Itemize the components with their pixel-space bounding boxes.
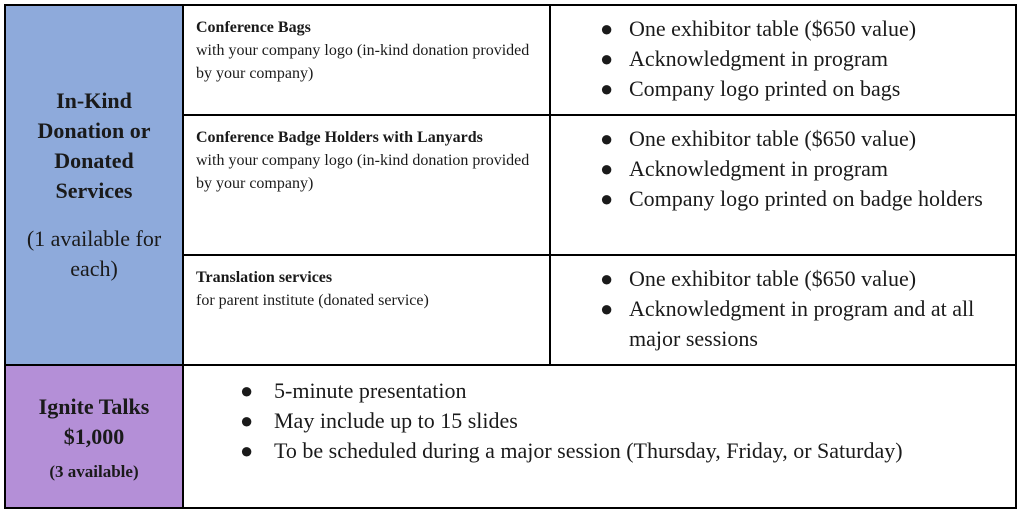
bullet-icon: ● xyxy=(600,266,614,291)
ignite-title-line: Ignite Talks xyxy=(38,393,150,419)
item-cell-badge-holders xyxy=(182,114,551,256)
bullet-icon: ● xyxy=(600,126,614,151)
inkind-title-line: In-Kind xyxy=(56,88,132,113)
benefit-item xyxy=(198,436,1005,466)
item-cell-translation xyxy=(182,254,551,366)
bullet-icon: ● xyxy=(600,296,614,321)
bullet-icon: ● xyxy=(240,378,254,403)
item-description: for parent institute (donated service) xyxy=(196,292,429,309)
inkind-availability xyxy=(27,224,161,284)
benefit-item xyxy=(561,14,1005,44)
ignite-availability: (3 available) xyxy=(49,461,139,481)
benefit-text: Acknowledgment in program xyxy=(629,156,889,181)
ignite-category-title xyxy=(39,392,150,452)
benefit-text: Acknowledgment in program and at all major sessions xyxy=(629,296,975,351)
benefits-cell-badge-holders xyxy=(549,114,1017,256)
benefit-text: Acknowledgment in program xyxy=(629,46,889,71)
benefit-item xyxy=(561,124,1005,154)
benefit-item xyxy=(561,154,1005,184)
item-title: Conference Badge Holders with Lanyards xyxy=(196,129,483,146)
benefit-item xyxy=(561,74,1005,104)
benefit-text: One exhibitor table ($650 value) xyxy=(629,126,917,151)
benefits-list xyxy=(561,264,1005,354)
inkind-availability-line: (1 available for xyxy=(26,226,162,251)
benefit-text: Company logo printed on bags xyxy=(629,76,901,101)
inkind-category-title xyxy=(37,86,150,206)
inkind-category-cell xyxy=(4,4,184,366)
item-title: Conference Bags xyxy=(196,19,311,36)
benefits-list xyxy=(561,124,1005,214)
item-description: with your company logo (in-kind donation provided by your company) xyxy=(196,42,530,82)
benefit-item xyxy=(561,44,1005,74)
benefit-item xyxy=(561,264,1005,294)
benefit-item xyxy=(561,294,1005,354)
inkind-title-line: Donated xyxy=(54,148,134,173)
bullet-icon: ● xyxy=(600,46,614,71)
inkind-title-line: Donation or xyxy=(37,118,151,143)
benefit-text: One exhibitor table ($650 value) xyxy=(629,266,917,291)
bullet-icon: ● xyxy=(600,156,614,181)
item-title: Translation services xyxy=(196,269,333,286)
sponsorship-table xyxy=(4,4,1017,509)
bullet-icon: ● xyxy=(240,438,254,463)
inkind-availability-line: each) xyxy=(70,256,118,281)
item-description: with your company logo (in-kind donation provided by your company) xyxy=(196,152,530,192)
benefit-text: One exhibitor table ($650 value) xyxy=(629,16,917,41)
benefit-text: May include up to 15 slides xyxy=(274,408,518,433)
benefits-cell-translation xyxy=(549,254,1017,366)
inkind-title-line: Services xyxy=(55,178,133,203)
benefit-item xyxy=(561,184,1005,214)
item-cell-conference-bags xyxy=(182,4,551,116)
bullet-icon: ● xyxy=(600,16,614,41)
ignite-benefits-cell xyxy=(182,364,1017,509)
bullet-icon: ● xyxy=(600,76,614,101)
benefits-cell-conference-bags xyxy=(549,4,1017,116)
benefits-list xyxy=(561,14,1005,104)
benefit-text: Company logo printed on badge holders xyxy=(629,186,983,211)
benefit-text: To be scheduled during a major session (Thursday, Friday, or Saturday) xyxy=(274,438,903,463)
ignite-price: $1,000 xyxy=(63,423,125,449)
benefit-item xyxy=(198,406,1005,436)
bullet-icon: ● xyxy=(600,186,614,211)
bullet-icon: ● xyxy=(240,408,254,433)
ignite-category-cell xyxy=(4,364,184,509)
benefit-item xyxy=(198,376,1005,406)
benefits-list xyxy=(198,376,1005,466)
benefit-text: 5-minute presentation xyxy=(274,378,467,403)
